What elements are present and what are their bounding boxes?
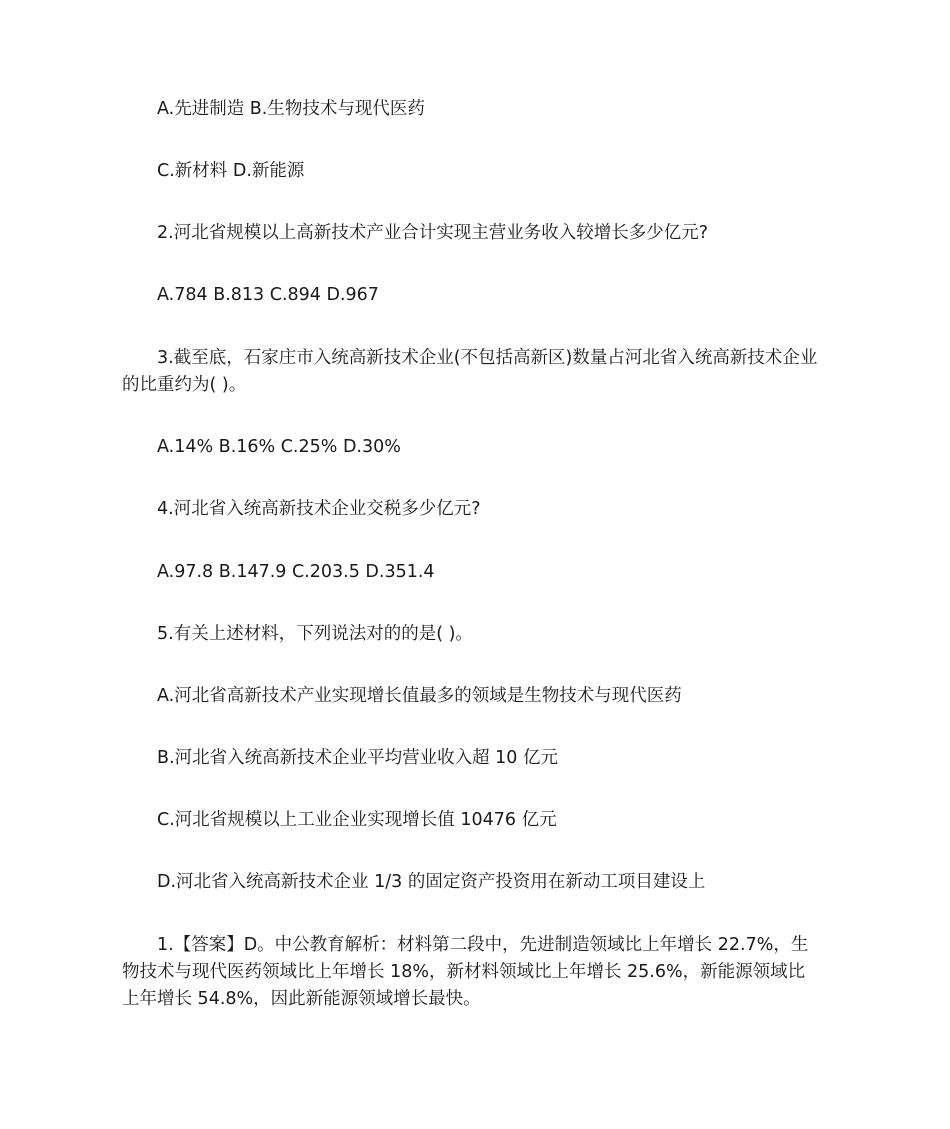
q4-options: A.97.8 B.147.9 C.203.5 D.351.4 (157, 562, 435, 582)
question-2: 2.河北省规模以上高新技术产业合计实现主营业务收入较增长多少亿元? (157, 223, 708, 243)
question-3: 3.截至底，石家庄市入统高新技术企业(不包括高新区)数量占河北省入统高新技术企业的比重约为( )。 (122, 348, 818, 395)
q5-option-d: D.河北省入统高新技术企业 1/3 的固定资产投资用在新动工项目建设上 (157, 872, 706, 892)
q2-options: A.784 B.813 C.894 D.967 (157, 285, 379, 305)
q5-option-c: C.河北省规模以上工业企业实现增长值 10476 亿元 (157, 810, 557, 830)
q1-options-cd: C.新材料 D.新能源 (157, 161, 305, 181)
q1-options-ab: A.先进制造 B.生物技术与现代医药 (157, 99, 425, 119)
question-5: 5.有关上述材料，下列说法对的的是( )。 (157, 624, 473, 644)
q3-options: A.14% B.16% C.25% D.30% (157, 437, 401, 457)
answer-1-explanation: 1.【答案】D。中公教育解析：材料第二段中，先进制造领域比上年增长 22.7%，生物技术与现代医药领域比上年增长 18%，新材料领域比上年增长 25.6%，新能源领域比上年增长 54.8%，因此新能源领域增长最快。 (122, 935, 809, 1009)
q5-option-a: A.河北省高新技术产业实现增长值最多的领域是生物技术与现代医药 (157, 686, 682, 706)
question-4: 4.河北省入统高新技术企业交税多少亿元? (157, 499, 481, 519)
q5-option-b: B.河北省入统高新技术企业平均营业收入超 10 亿元 (157, 748, 558, 768)
